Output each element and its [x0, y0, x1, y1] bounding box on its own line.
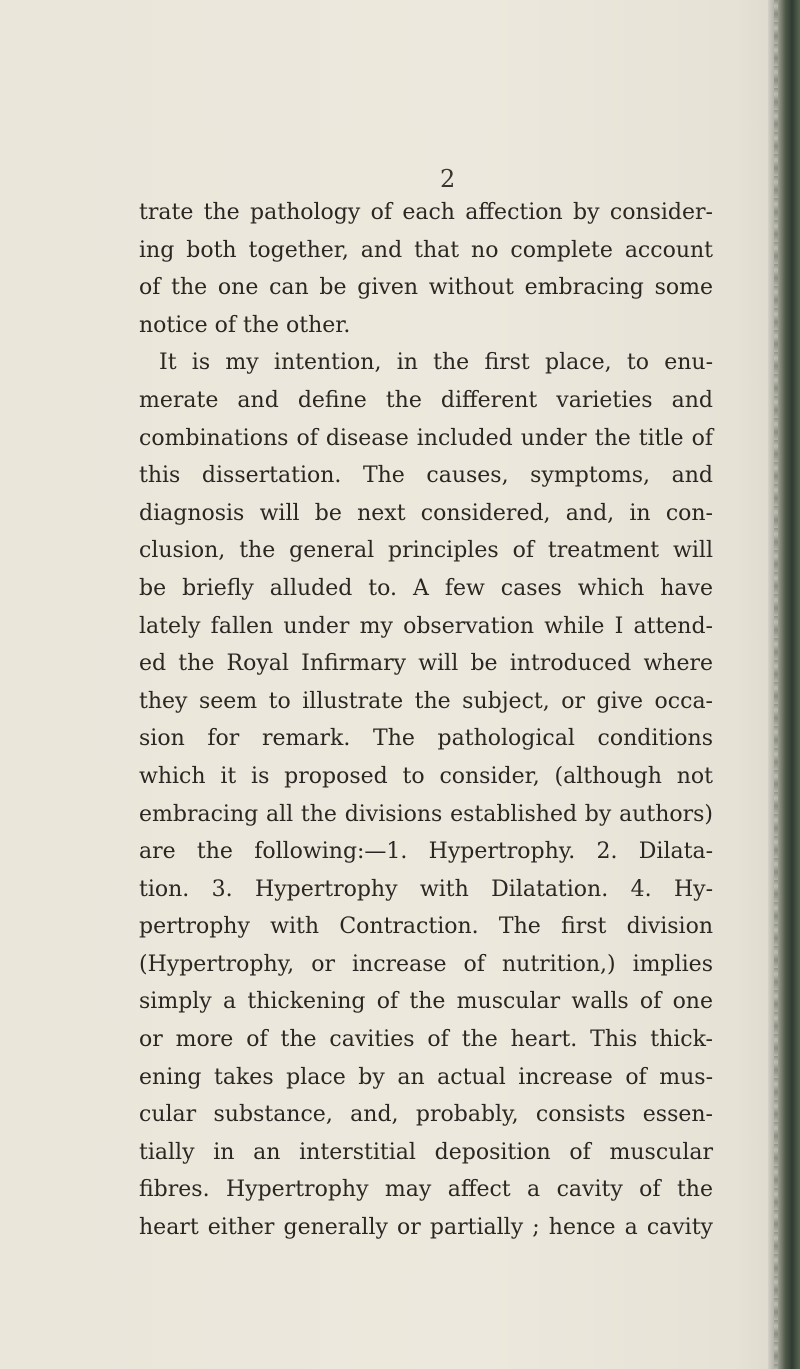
text-line: are the following:—1. Hypertrophy. 2. Dilata- — [139, 839, 713, 865]
page-binding-edge — [768, 0, 800, 1369]
text-line: heart either generally or partially ; hence a cavity — [139, 1215, 713, 1241]
text-line: lately fallen under my observation while I attend- — [139, 613, 713, 639]
text-line: sion for remark. The pathological conditions — [139, 726, 713, 752]
text-line: clusion, the general principles of treatment will — [139, 538, 713, 564]
text-line: this dissertation. The causes, symptoms, and — [139, 463, 713, 489]
text-line: tion. 3. Hypertrophy with Dilatation. 4. Hy- — [139, 876, 713, 902]
text-line: diagnosis will be next considered, and, in con- — [139, 500, 713, 526]
text-line: tially in an interstitial deposition of muscular — [139, 1139, 713, 1165]
text-line: fibres. Hypertrophy may affect a cavity of the — [139, 1177, 713, 1203]
text-line: ed the Royal Infirmary will be introduced where — [139, 651, 713, 677]
text-line: trate the pathology of each affection by consider- — [139, 200, 713, 225]
text-line: embracing all the divisions established by authors) — [139, 801, 713, 827]
text-line: ening takes place by an actual increase of mus- — [139, 1064, 713, 1090]
text-line: or more of the cavities of the heart. This thick- — [139, 1027, 713, 1053]
text-line: cular substance, and, probably, consists essen- — [139, 1102, 713, 1128]
text-line: pertrophy with Contraction. The first division — [139, 914, 713, 940]
body-text — [139, 194, 713, 1247]
text-line: of the one can be given without embracing some — [139, 275, 713, 301]
text-line: combinations of disease included under the title of — [139, 425, 713, 451]
text-line: simply a thickening of the muscular walls of one — [139, 989, 713, 1015]
text-line: (Hypertrophy, or increase of nutrition,) implies — [139, 951, 713, 977]
page-number: 2 — [440, 165, 457, 193]
text-line: be briefly alluded to. A few cases which have — [139, 575, 713, 601]
text-line: notice of the other. — [139, 312, 351, 338]
text-line: merate and define the different varieties and — [139, 387, 713, 413]
text-line: ing both together, and that no complete account — [139, 237, 713, 263]
text-line: It is my intention, in the first place, to enu- — [159, 350, 713, 376]
text-line: they seem to illustrate the subject, or give occa- — [139, 688, 713, 714]
text-line: which it is proposed to consider, (although not — [139, 763, 713, 789]
